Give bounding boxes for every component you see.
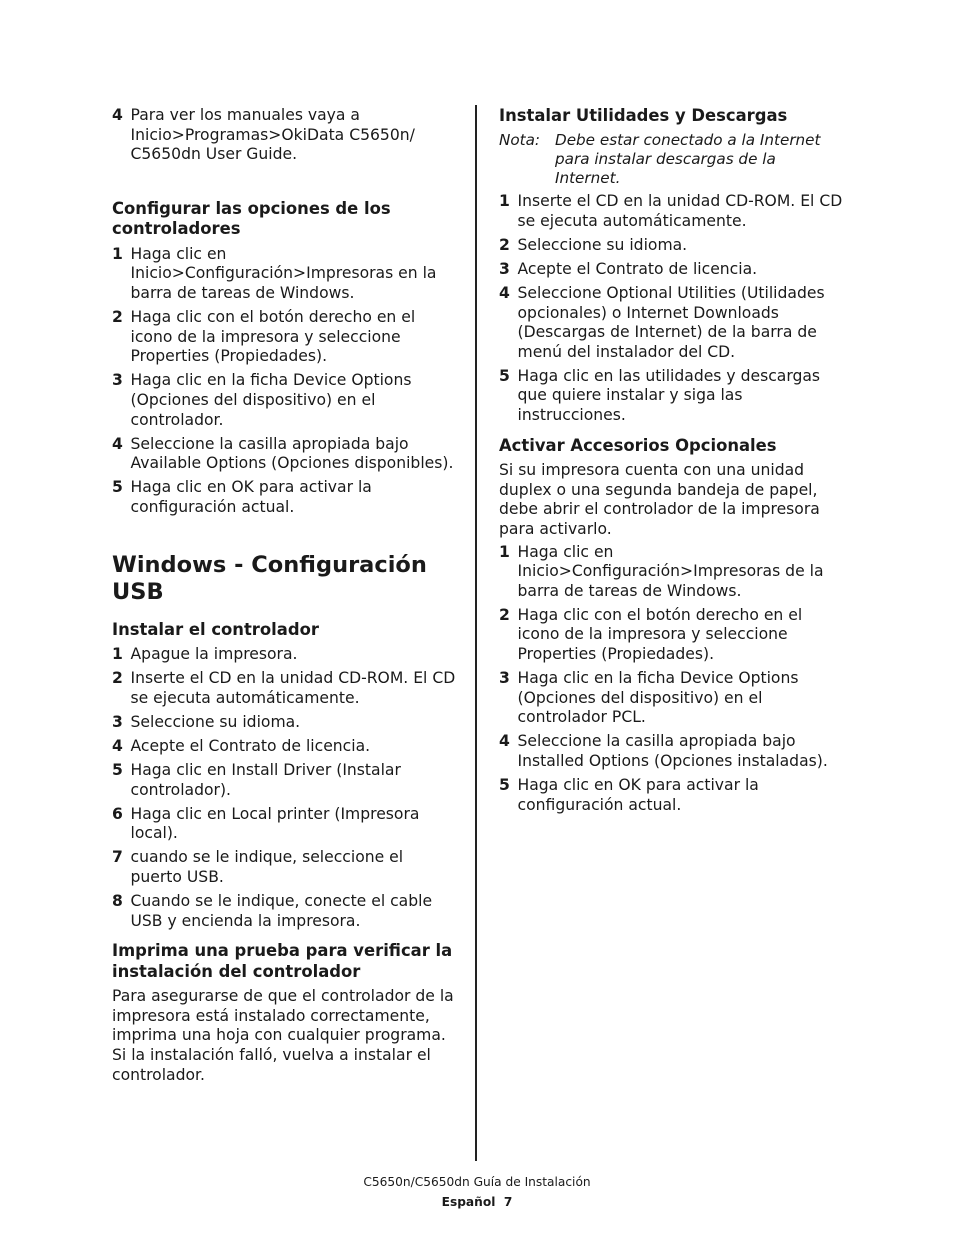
step-number: 5 (499, 366, 510, 385)
step-text: Haga clic en la ficha Device Options (Opciones del dispositivo) en el controlador PCL. (517, 669, 799, 727)
list-item (499, 192, 844, 231)
step-number: 1 (499, 542, 510, 561)
step-text: Haga clic con el botón derecho en el icono de la impresora y seleccione Properties (Propiedades). (130, 308, 416, 366)
list-item (112, 761, 457, 800)
step-text: Seleccione la casilla apropiada bajo Available Options (Opciones disponibles). (130, 434, 454, 473)
step-text: Haga clic en Inicio>Configuración>Impresoras en la barra de tareas de Windows. (130, 244, 437, 302)
step-text: Cuando se le indique, conecte el cable USB y encienda la impresora. (130, 892, 433, 930)
utilities-steps (499, 192, 844, 426)
accessories-heading: Activar Accesorios Opcionales (499, 435, 777, 455)
step-text: Seleccione su idioma. (517, 235, 688, 254)
step-number: 4 (112, 106, 123, 124)
list-item (499, 543, 844, 602)
step-text: Seleccione Optional Utilities (Utilidades opcionales) o Internet Downloads (Descargas de Internet) de la barra de menú del instalador del CD. (517, 283, 825, 361)
step-number: 4 (112, 736, 123, 755)
left-column (112, 106, 457, 1088)
list-item (499, 776, 844, 815)
note-text: Debe estar conectado a la Internet para instalar descargas de la Internet. (555, 130, 821, 187)
list-item (499, 669, 844, 728)
step-number: 2 (112, 308, 123, 327)
list-item (112, 645, 457, 665)
step-number: 3 (112, 371, 123, 390)
list-item (112, 892, 457, 931)
step-number: 3 (499, 669, 510, 688)
intro-steps (112, 106, 457, 165)
step-number: 4 (499, 732, 510, 751)
list-item (112, 435, 457, 474)
configure-heading: Configurar las opciones de los controladores (112, 198, 391, 239)
list-item (499, 367, 844, 426)
list-item (499, 732, 844, 771)
install-steps (112, 645, 457, 931)
step-number: 2 (499, 235, 510, 254)
list-item (499, 236, 844, 256)
list-item (112, 245, 457, 304)
accessories-paragraph: Si su impresora cuenta con una unidad duplex o una segunda bandeja de papel, debe abrir el controlador de la impresora para activarlo. (499, 461, 820, 538)
step-number: 1 (112, 244, 123, 263)
list-item (112, 669, 457, 708)
step-text: Seleccione su idioma. (130, 712, 301, 731)
step-text: Inserte el CD en la unidad CD-ROM. El CD se ejecuta automáticamente. (130, 669, 456, 707)
step-text: cuando se le indique, seleccione el puerto USB. (130, 848, 404, 886)
step-number: 1 (499, 192, 510, 211)
step-number: 6 (112, 804, 123, 823)
step-number: 2 (112, 669, 123, 688)
step-number: 8 (112, 892, 123, 911)
list-item (112, 713, 457, 733)
list-item (499, 260, 844, 280)
step-text: Haga clic en Inicio>Configuración>Impresoras de la barra de tareas de Windows. (517, 542, 824, 600)
step-number: 2 (499, 605, 510, 624)
list-item (112, 106, 457, 165)
usb-section-title: Windows - Configuración USB (112, 551, 427, 605)
step-text: Haga clic en OK para activar la configuración actual. (517, 776, 759, 814)
note-label: Nota: (499, 130, 541, 149)
step-text: Haga clic en la ficha Device Options (Opciones del dispositivo) en el controlador. (130, 371, 412, 429)
step-number: 5 (112, 760, 123, 779)
test-paragraph: Para asegurarse de que el controlador de la impresora está instalado correctamente, imprima una hoja con cualquier programa. Si la instalación falló, vuelva a instalar el controlador. (112, 987, 454, 1084)
step-text: Haga clic en Install Driver (Instalar controlador). (130, 760, 401, 799)
step-text: Haga clic en Local printer (Impresora local). (130, 804, 420, 843)
step-text: Haga clic en OK para activar la configuración actual. (130, 478, 372, 516)
step-text: Apague la impresora. (130, 645, 298, 663)
list-item (112, 308, 457, 367)
configure-steps (112, 245, 457, 518)
footer-page-number: Español 7 (441, 1195, 513, 1209)
step-text: Acepte el Contrato de licencia. (130, 736, 371, 755)
column-divider (475, 105, 477, 1161)
step-text: Inserte el CD en la unidad CD-ROM. El CD se ejecuta automáticamente. (517, 192, 843, 230)
list-item (112, 737, 457, 757)
test-heading: Imprima una prueba para verificar la instalación del controlador (112, 941, 453, 981)
step-number: 5 (499, 776, 510, 795)
accessories-steps (499, 543, 844, 816)
step-number: 3 (112, 712, 123, 731)
step-text: Para ver los manuales vaya a Inicio>Programas>OkiData C5650n/ C5650dn User Guide. (130, 106, 415, 164)
step-number: 4 (112, 434, 123, 453)
step-text: Seleccione la casilla apropiada bajo Installed Options (Opciones instaladas). (517, 732, 828, 770)
list-item (112, 805, 457, 844)
utilities-heading: Instalar Utilidades y Descargas (499, 106, 788, 125)
footer-title: C5650n/C5650dn Guía de Instalación (363, 1175, 591, 1189)
install-heading: Instalar el controlador (112, 619, 319, 639)
step-text: Acepte el Contrato de licencia. (517, 259, 758, 278)
list-item (112, 848, 457, 887)
list-item (112, 371, 457, 430)
right-column (499, 106, 844, 820)
list-item (499, 284, 844, 362)
list-item (499, 606, 844, 665)
note (499, 131, 844, 189)
step-text: Haga clic en las utilidades y descargas que quiere instalar y siga las instrucciones. (517, 366, 821, 425)
list-item (112, 478, 457, 517)
step-number: 5 (112, 478, 123, 497)
step-number: 4 (499, 283, 510, 302)
step-number: 7 (112, 848, 123, 867)
step-number: 1 (112, 645, 123, 663)
step-text: Haga clic con el botón derecho en el icono de la impresora y seleccione Properties (Propiedades). (517, 605, 803, 663)
step-number: 3 (499, 259, 510, 278)
